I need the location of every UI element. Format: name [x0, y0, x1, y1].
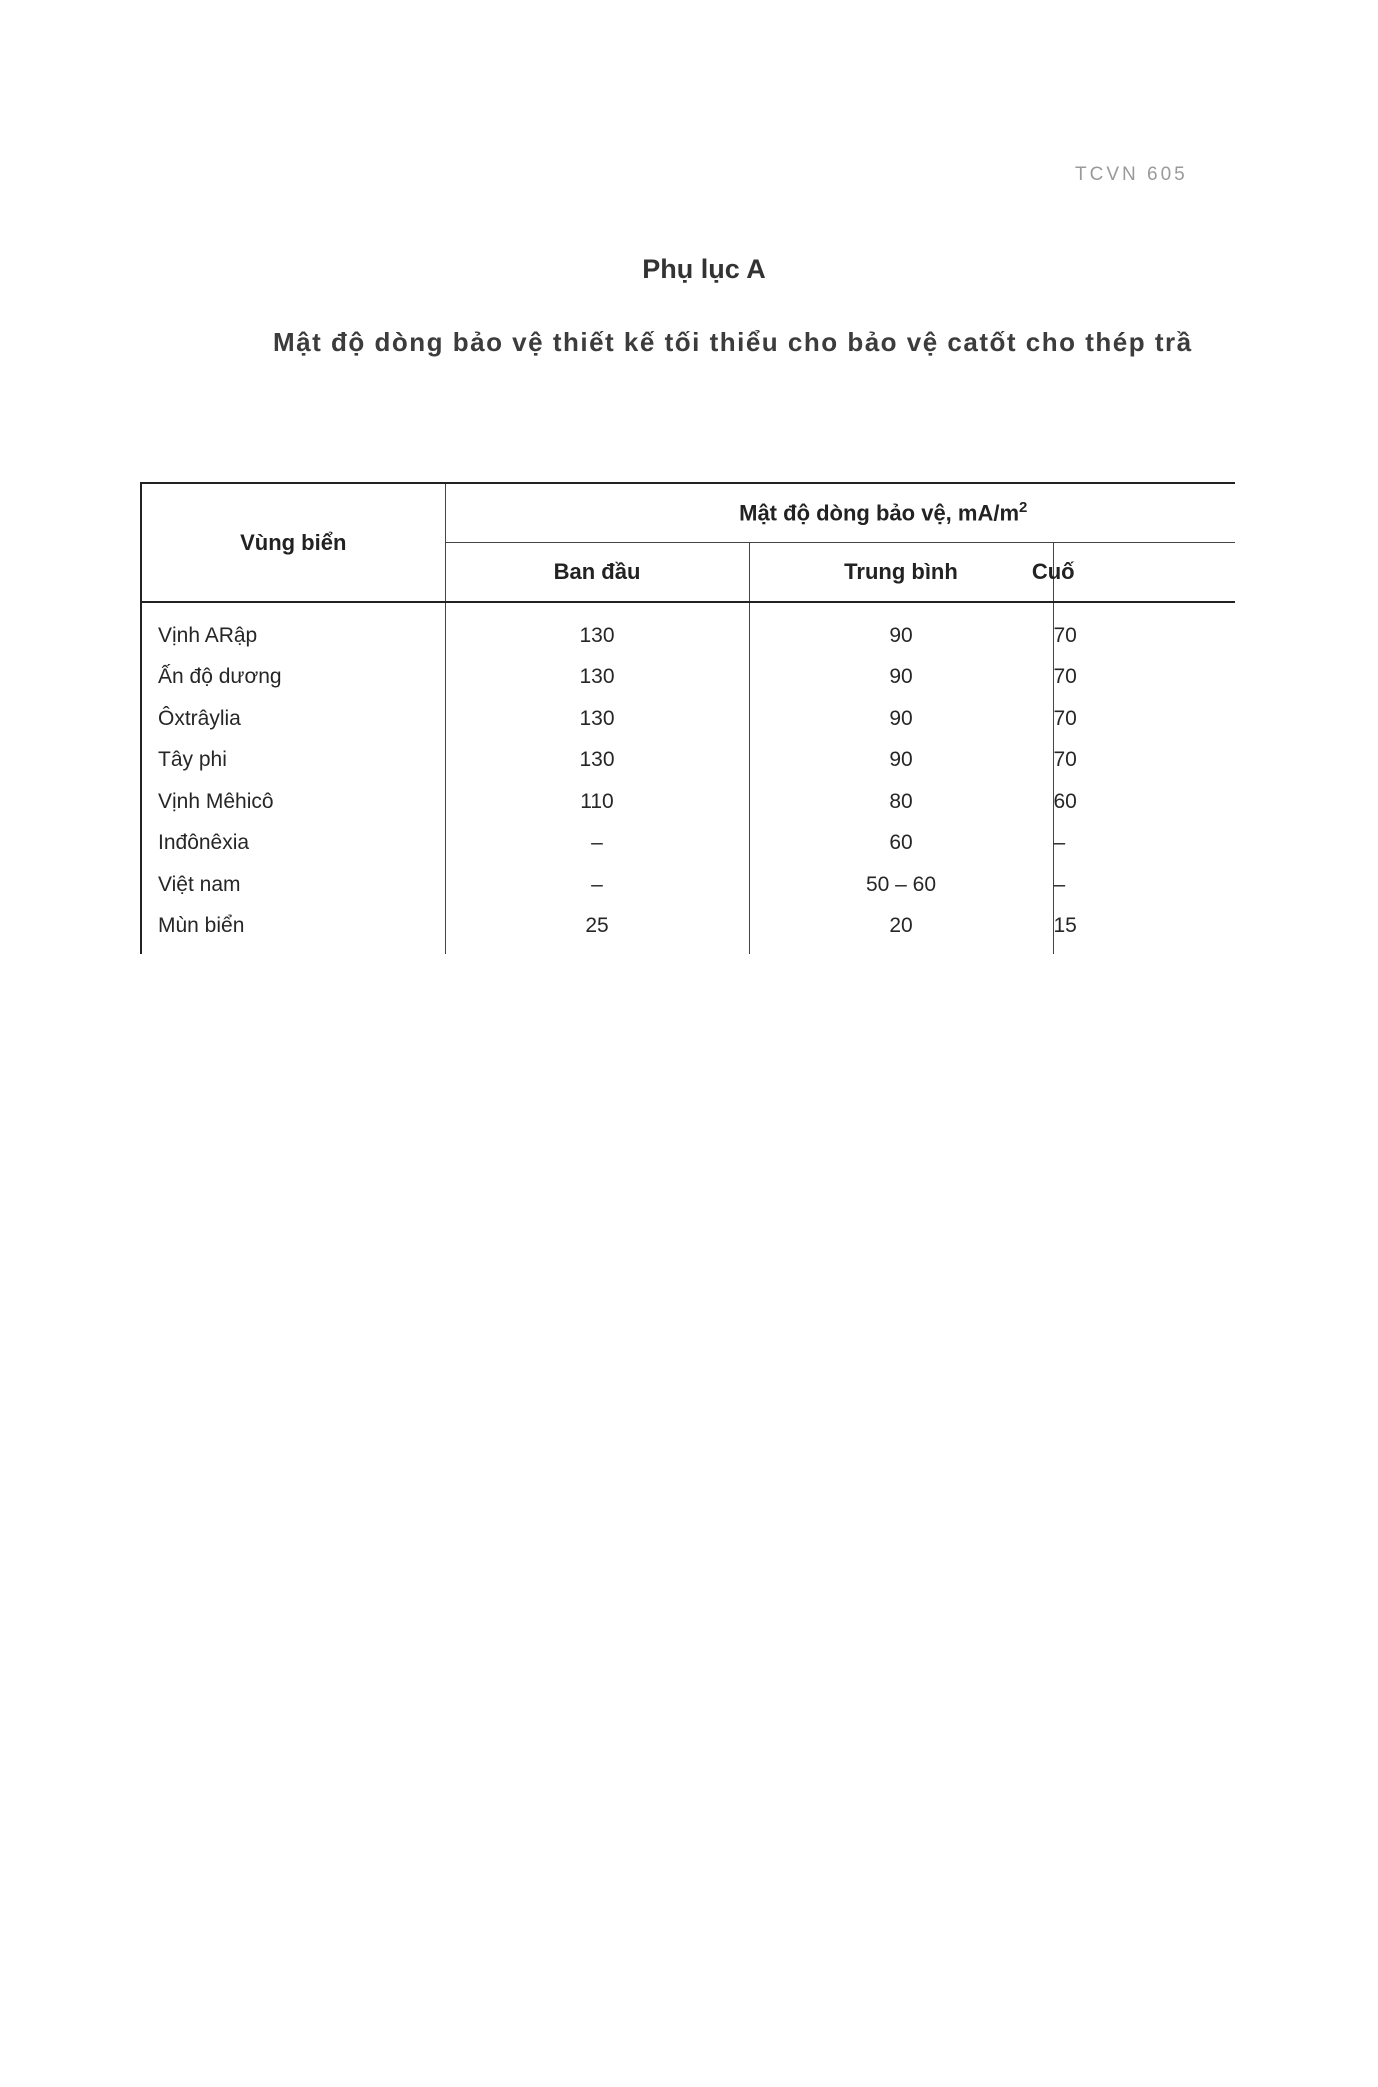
table-container — [140, 482, 1235, 954]
final-value-cell: 70 — [1053, 623, 1077, 647]
table-caption: Mật độ dòng bảo vệ thiết kế tối thiểu cho bảo vệ catốt cho thép trầ — [273, 327, 1193, 357]
current-density-group-header — [445, 483, 1235, 543]
mean-value-cell: 20 — [749, 906, 1053, 955]
column-header-final-text: Cuố — [1031, 559, 1075, 584]
table-row — [141, 602, 1235, 657]
column-header-initial: Ban đầu — [445, 543, 749, 603]
final-value-cell: 60 — [1053, 789, 1077, 813]
page-header-code: TCVN 605 — [1075, 164, 1188, 185]
initial-value-cell: 130 — [445, 698, 749, 740]
initial-value-cell: 25 — [445, 906, 749, 955]
current-density-table — [140, 482, 1235, 954]
mean-value-cell: 80 — [749, 781, 1053, 823]
column-header-mean: Trung bình — [749, 543, 1053, 603]
final-value-cell: 70 — [1053, 665, 1077, 689]
table-row — [141, 864, 1235, 906]
final-value-cell: 15 — [1053, 906, 1235, 955]
final-value-cell: – — [1053, 872, 1066, 896]
table-row — [141, 823, 1235, 865]
initial-value-cell: 130 — [445, 657, 749, 699]
table-row — [141, 657, 1235, 699]
region-cell: Inđônêxia — [141, 823, 445, 865]
annex-title — [0, 254, 1378, 285]
mean-value-cell: 60 — [749, 823, 1053, 865]
final-value-cell: 70 — [1053, 706, 1077, 730]
table-row — [141, 781, 1235, 823]
initial-value-cell: 110 — [445, 781, 749, 823]
initial-value-cell: 130 — [445, 740, 749, 782]
initial-value-cell: – — [445, 864, 749, 906]
mean-value-cell: 90 — [749, 740, 1053, 782]
region-column-header: Vùng biển — [141, 483, 445, 602]
region-cell: Mùn biển — [141, 906, 445, 955]
group-header-text: Mật độ dòng bảo vệ, mA/m — [739, 500, 1020, 526]
region-cell: Vịnh ARập — [141, 602, 445, 657]
table-row — [141, 740, 1235, 782]
region-cell: Vịnh Mêhicô — [141, 781, 445, 823]
initial-value-cell: – — [445, 823, 749, 865]
mean-value-cell: 90 — [749, 698, 1053, 740]
region-cell: Ấn độ dương — [141, 657, 445, 699]
table-row — [141, 906, 1235, 955]
group-header-superscript: 2 — [1019, 499, 1028, 517]
initial-value-cell: 130 — [445, 602, 749, 657]
region-cell: Tây phi — [141, 740, 445, 782]
final-value-cell: – — [1053, 831, 1066, 855]
mean-value-cell: 90 — [749, 657, 1053, 699]
final-value-cell: 70 — [1053, 748, 1077, 772]
region-cell: Việt nam — [141, 864, 445, 906]
mean-value-cell: 50 – 60 — [749, 864, 1053, 906]
mean-value-cell: 90 — [749, 602, 1053, 657]
table-row — [141, 698, 1235, 740]
region-cell: Ôxtrâylia — [141, 698, 445, 740]
annex-title-text: Phụ lục A — [642, 254, 766, 284]
column-header-final — [1031, 543, 1235, 603]
